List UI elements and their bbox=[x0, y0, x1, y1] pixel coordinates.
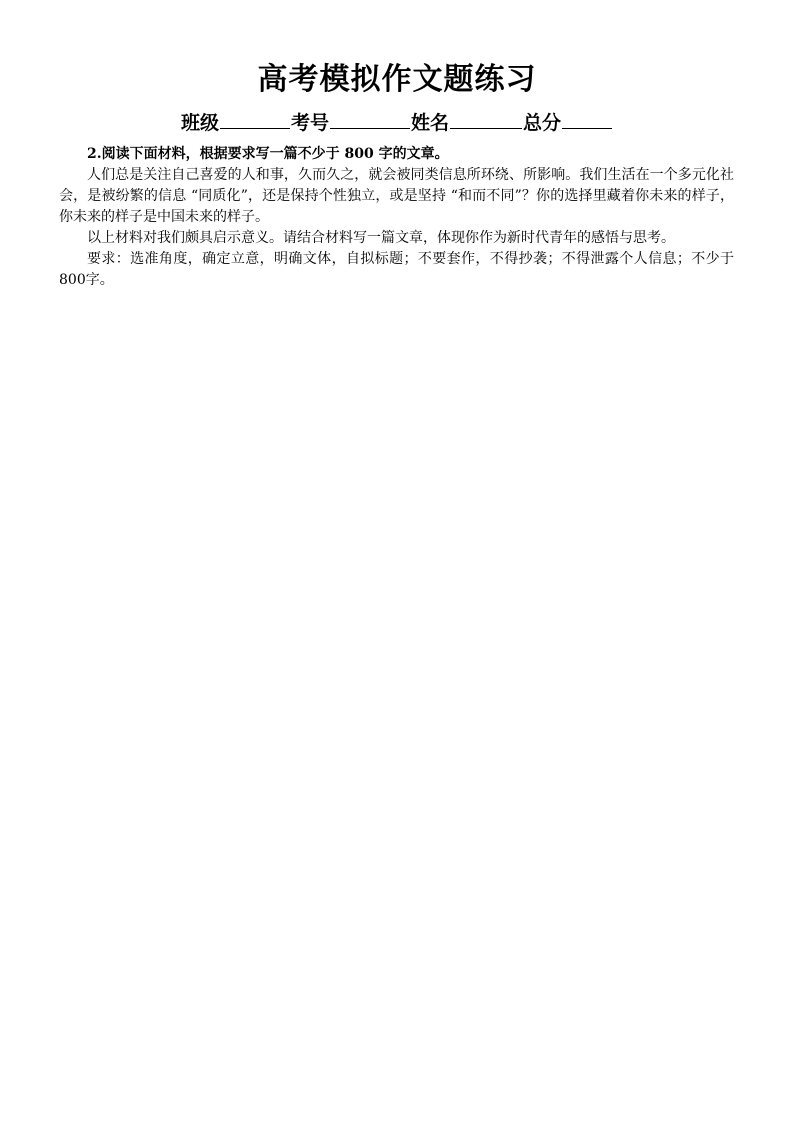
exam-number-blank bbox=[330, 110, 410, 129]
instruction-paragraph: 以上材料对我们颇具启示意义。请结合材料写一篇文章，体现你作为新时代青年的感悟与思考。 bbox=[87, 230, 675, 246]
page-title: 高考模拟作文题练习 bbox=[257, 62, 537, 97]
score-blank bbox=[562, 110, 612, 129]
class-blank bbox=[220, 110, 290, 129]
requirements-paragraph: 要求：选准角度，确定立意，明确文体，自拟标题；不要套作，不得抄袭；不得泄露个人信息；不少于 800字。 bbox=[59, 251, 734, 288]
name-blank bbox=[450, 110, 522, 129]
student-info-line bbox=[0, 110, 794, 136]
exam-number-label: 考号 bbox=[290, 112, 329, 134]
question-content bbox=[59, 144, 734, 291]
name-label: 姓名 bbox=[411, 112, 450, 134]
score-label: 总分 bbox=[523, 112, 562, 134]
question-heading: 2.阅读下面材料，根据要求写一篇不少于 800 字的文章。 bbox=[87, 146, 449, 162]
class-label: 班级 bbox=[180, 112, 219, 134]
material-paragraph: 人们总是关注自己喜爱的人和事，久而久之，就会被同类信息所环绕、所影响。我们生活在一个多元化社会，是被纷繁的信息 “同质化”，还是保持个性独立，或是坚持 “和而不同”？你的选择里藏着你未来的样子，你未来的样子是中国未来的样子。 bbox=[59, 167, 734, 225]
